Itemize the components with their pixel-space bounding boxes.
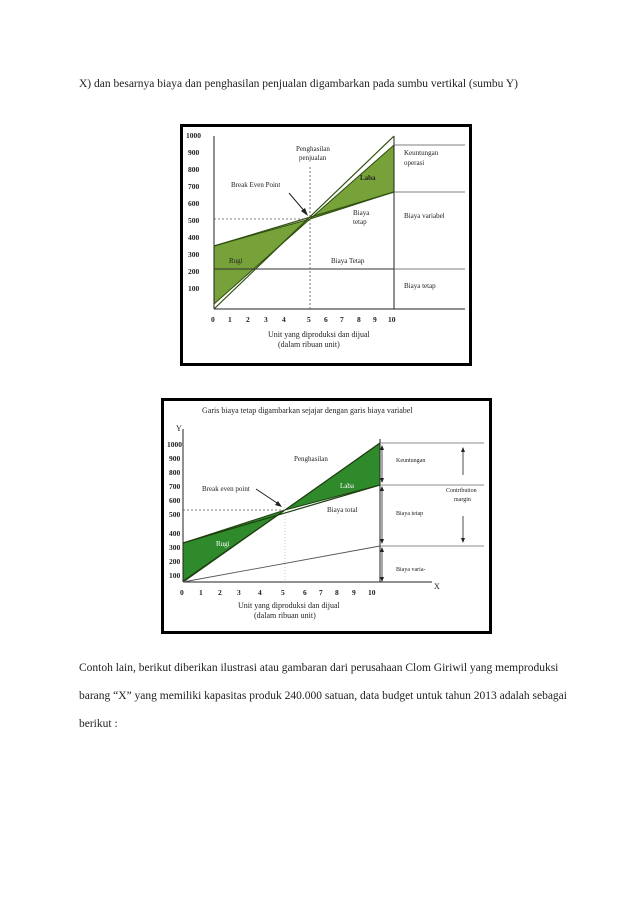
fixed-cost-area-label: Biaya	[353, 209, 370, 217]
variable-cost-label: Biaya variabel	[404, 212, 445, 220]
x-tick: 9	[352, 588, 356, 597]
x-tick: 9	[373, 315, 377, 324]
x-tick: 0	[211, 315, 215, 324]
y-tick-labels	[167, 440, 182, 580]
figure-1-chart	[183, 127, 469, 363]
x-tick: 3	[237, 588, 241, 597]
revenue-label: Penghasilan	[294, 455, 328, 463]
figure-1-frame	[180, 124, 472, 366]
x-axis-label-units: (dalam ribuan unit)	[278, 340, 340, 349]
loss-label: Rugi	[229, 257, 243, 265]
y-tick: 800	[188, 165, 200, 174]
total-cost-line	[183, 485, 380, 543]
y-tick: 300	[188, 250, 200, 259]
x-tick: 5	[307, 315, 311, 324]
fixed-cost-label: Biaya tetap	[404, 282, 436, 290]
revenue-label: Penghasilan	[296, 145, 330, 153]
bep-label: Break Even Point	[231, 181, 281, 189]
y-tick: 100	[188, 284, 200, 293]
x-tick-labels	[211, 315, 396, 324]
y-tick: 300	[169, 543, 181, 552]
x-axis-label-units: (dalam ribuan unit)	[254, 611, 316, 620]
contribution-margin-label-2: margin	[454, 497, 471, 503]
operating-profit-label-2: operasi	[404, 159, 425, 167]
profit-label: Laba	[360, 174, 376, 182]
paragraph-top: X) dan besarnya biaya dan penghasilan penjualan digambarkan pada sumbu vertikal (sumbu Y)	[79, 78, 518, 90]
y-tick: 400	[169, 529, 181, 538]
x-axis-label: Unit yang diproduksi dan dijual	[268, 330, 370, 339]
x-tick: 2	[218, 588, 222, 597]
fixed-cost-area-label-2: tetap	[353, 218, 367, 226]
y-tick: 500	[169, 510, 181, 519]
y-tick: 400	[188, 233, 200, 242]
x-tick: 7	[319, 588, 323, 597]
bep-label: Break even point	[202, 485, 250, 493]
x-tick: 8	[357, 315, 361, 324]
x-tick: 5	[281, 588, 285, 597]
x-tick: 6	[324, 315, 328, 324]
figure-2-frame	[161, 398, 492, 634]
y-axis-letter: Y	[176, 424, 182, 433]
x-tick: 4	[258, 588, 262, 597]
y-tick: 200	[188, 267, 200, 276]
x-tick: 3	[264, 315, 268, 324]
y-tick: 200	[169, 557, 181, 566]
y-tick: 800	[169, 468, 181, 477]
y-tick: 900	[188, 148, 200, 157]
loss-label: Rugi	[216, 540, 230, 548]
y-tick: 1000	[167, 440, 182, 449]
variable-cost-right-label: Biaya varia-	[396, 567, 426, 573]
x-tick: 8	[335, 588, 339, 597]
x-tick: 1	[228, 315, 232, 324]
y-tick: 1000	[186, 131, 201, 140]
y-tick: 100	[169, 571, 181, 580]
y-tick: 500	[188, 216, 200, 225]
profit-right-label: Keuntungan	[396, 458, 426, 464]
profit-label: Laba	[340, 482, 354, 490]
y-tick: 700	[169, 482, 181, 491]
fixed-cost-right-label: Biaya tetap	[396, 511, 424, 517]
x-tick: 1	[199, 588, 203, 597]
x-tick: 10	[368, 588, 376, 597]
y-tick: 600	[169, 496, 181, 505]
figure-2-chart	[164, 401, 489, 631]
x-tick: 2	[246, 315, 250, 324]
x-tick: 6	[303, 588, 307, 597]
operating-profit-label: Keuntungan	[404, 149, 439, 157]
x-axis-label: Unit yang diproduksi dan dijual	[238, 601, 340, 610]
total-cost-label: Biaya total	[327, 506, 358, 514]
figure-2-title: Garis biaya tetap digambarkan sejajar dengan garis biaya variabel	[202, 406, 413, 415]
x-axis-letter: X	[434, 582, 440, 591]
revenue-label-2: penjualan	[299, 154, 327, 162]
x-tick-labels	[180, 588, 376, 597]
x-tick: 10	[388, 315, 396, 324]
contribution-margin-label: Contribution	[446, 488, 477, 494]
y-tick: 900	[169, 454, 181, 463]
y-tick: 700	[188, 182, 200, 191]
x-tick: 0	[180, 588, 184, 597]
bep-arrow	[256, 489, 280, 505]
paragraph-bottom: Contoh lain, berikut diberikan ilustrasi atau gambaran dari perusahaan Clom Giriwil yang memproduksi barang “X” yang memiliki kapasitas produk 240.000 satuan, data budget untuk tahun 2013 adalah sebagai berikut :	[79, 662, 567, 730]
fixed-cost-line-label: Biaya Tetap	[331, 257, 365, 265]
y-tick: 600	[188, 199, 200, 208]
x-tick: 4	[282, 315, 286, 324]
x-tick: 7	[340, 315, 344, 324]
y-tick-labels	[186, 131, 201, 293]
